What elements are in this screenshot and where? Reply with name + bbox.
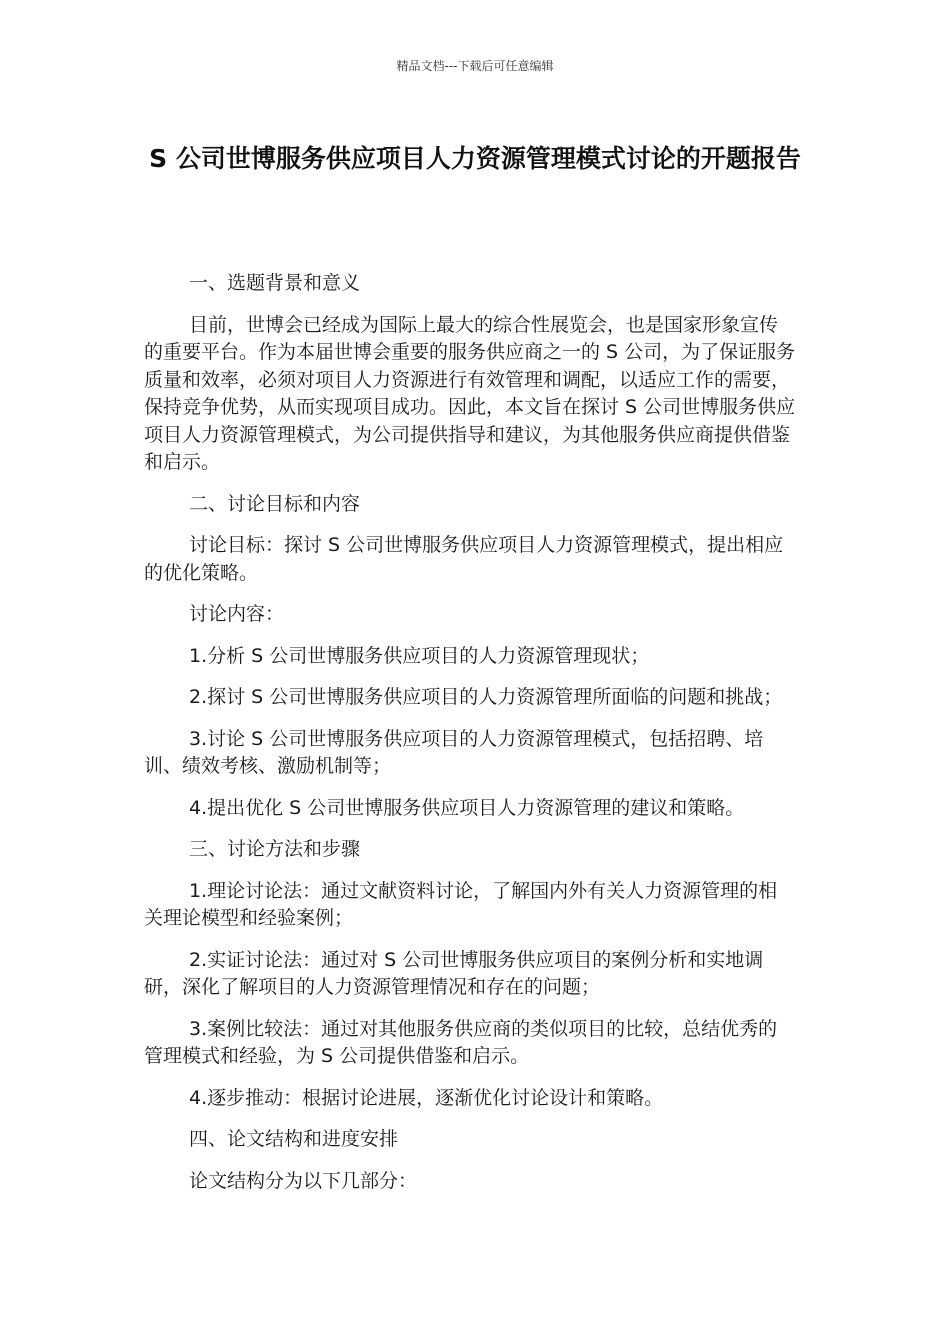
list-item-content-1: 1.分析 S 公司世博服务供应项目的人力资源管理现状； (189, 644, 650, 667)
list-item-method-3: 3.案例比较法：通过对其他服务供应商的类似项目的比较，总结优秀的管理模式和经验，为 S 公司提供借鉴和启示。 (144, 1017, 778, 1067)
list-item-method-2: 2.实证讨论法：通过对 S 公司世博服务供应项目的案例分析和实地调研，深化了解项目的人力资源管理情况和存在的问题； (144, 948, 764, 998)
paragraph-background: 目前，世博会已经成为国际上最大的综合性展览会，也是国家形象宣传的重要平台。作为本届世博会重要的服务供应商之一的 S 公司，为了保证服务质量和效率，必须对项目人力资源进行有效管理和调配，以适应工作的需要，保持竞争优势，从而实现项目成功。因此，本文旨在探讨 S 公司世博服务供应项目人力资源管理模式，为公司提供指导和建议，为其他服务供应商提供借鉴和启示。 (144, 313, 796, 473)
document-body (144, 270, 796, 1209)
section-heading-methods: 三、讨论方法和步骤 (189, 838, 361, 860)
section-heading-structure: 四、论文结构和进度安排 (189, 1128, 399, 1150)
paragraph-objective: 讨论目标：探讨 S 公司世博服务供应项目人力资源管理模式，提出相应的优化策略。 (144, 534, 784, 584)
section-heading-background: 一、选题背景和意义 (189, 272, 361, 294)
list-item-method-1: 1.理论讨论法：通过文献资料讨论，了解国内外有关人力资源管理的相关理论模型和经验案例； (144, 879, 778, 929)
list-item-content-4: 4.提出优化 S 公司世博服务供应项目人力资源管理的建议和策略。 (189, 796, 745, 819)
list-item-method-4: 4.逐步推动：根据讨论进展，逐渐优化讨论设计和策略。 (189, 1086, 664, 1109)
list-item-content-2: 2.探讨 S 公司世博服务供应项目的人力资源管理所面临的问题和挑战； (189, 686, 783, 708)
document-title: S 公司世博服务供应项目人力资源管理模式讨论的开题报告 (149, 144, 801, 173)
list-item-content-3: 3.讨论 S 公司世博服务供应项目的人力资源管理模式，包括招聘、培训、绩效考核、激励机制等； (144, 727, 764, 777)
section-heading-objectives: 二、讨论目标和内容 (189, 492, 361, 515)
paragraph-content-label: 讨论内容： (189, 603, 285, 625)
paragraph-structure-intro: 论文结构分为以下几部分： (189, 1169, 418, 1192)
page-header: 精品文档---下载后可任意编辑 (396, 59, 554, 73)
